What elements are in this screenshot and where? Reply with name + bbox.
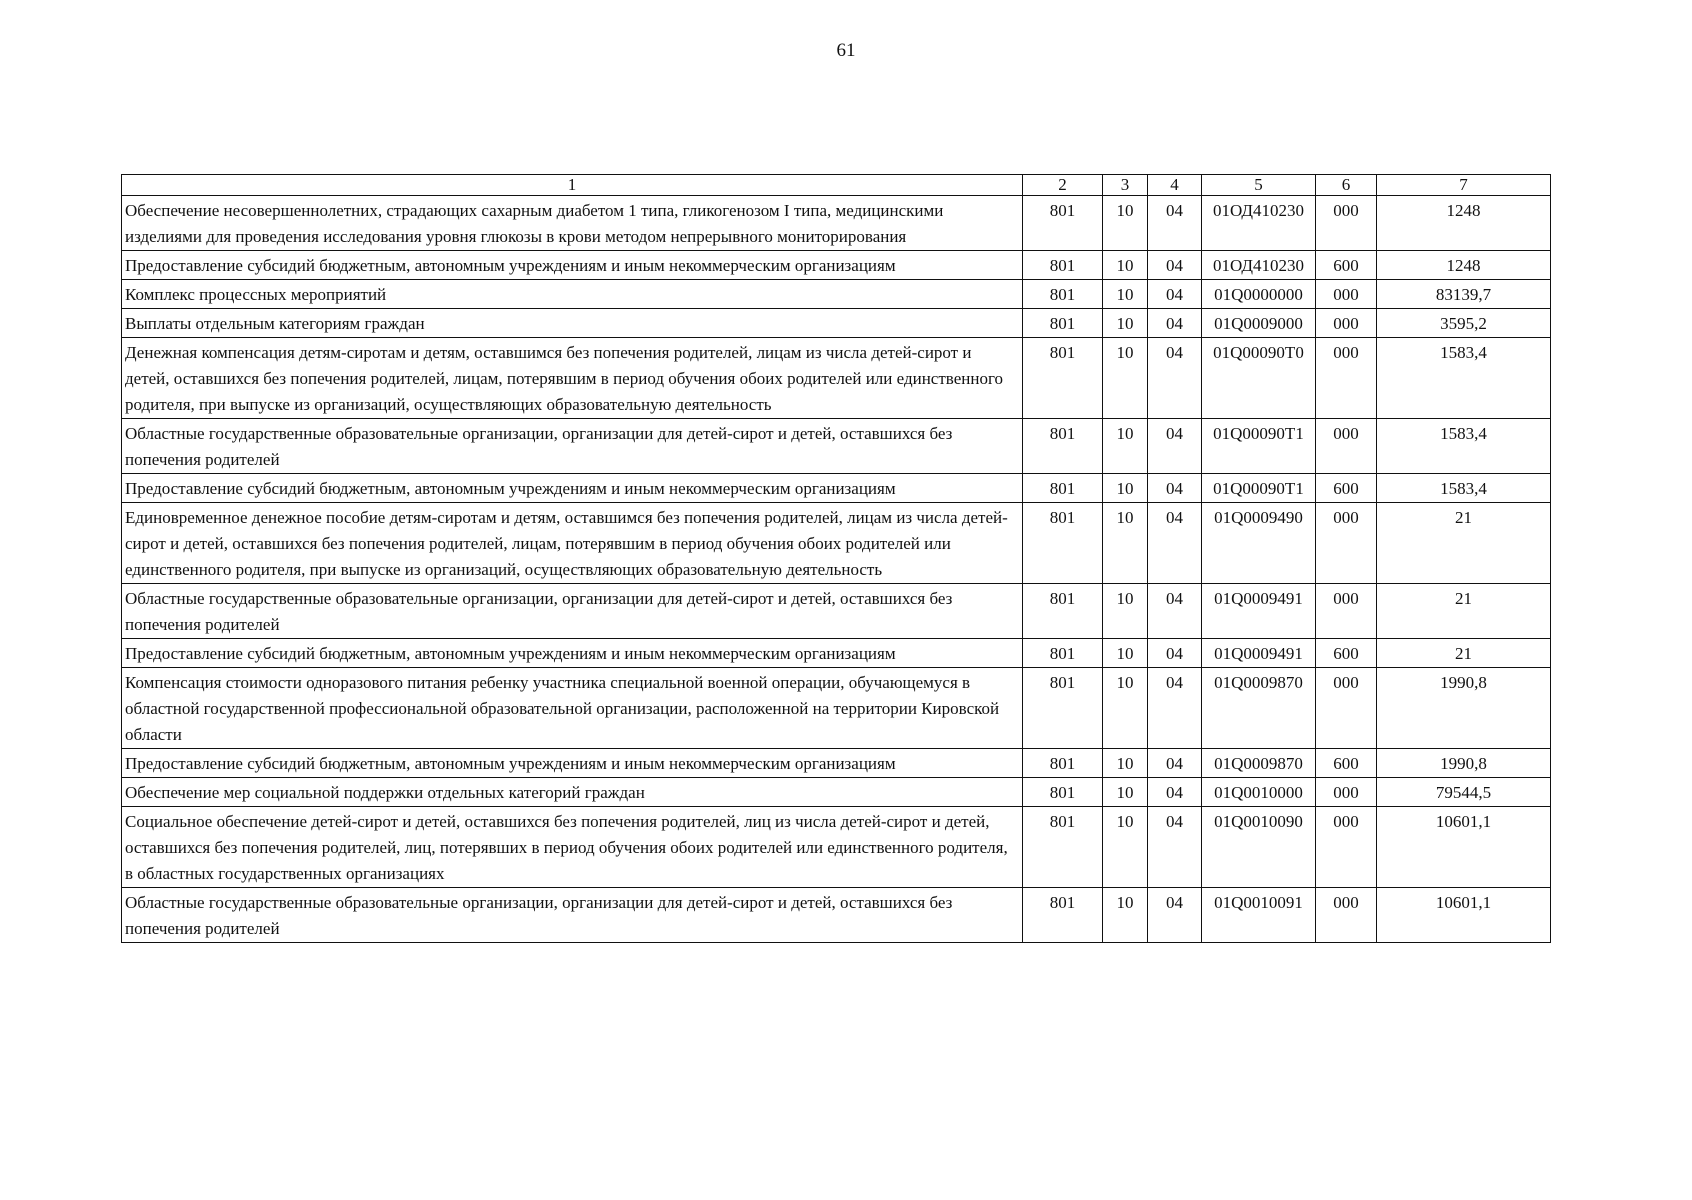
amount-cell: 21: [1377, 503, 1551, 584]
code-cell-5: 01Q0010000: [1202, 778, 1316, 807]
code-cell-6: 000: [1316, 196, 1377, 251]
code-cell-3: 10: [1103, 584, 1148, 639]
row-name-cell: Комплекс процессных мероприятий: [122, 280, 1023, 309]
code-cell-3: 10: [1103, 251, 1148, 280]
code-cell-6: 000: [1316, 503, 1377, 584]
code-cell-3: 10: [1103, 668, 1148, 749]
row-name-cell: Единовременное денежное пособие детям-сиротам и детям, оставшимся без попечения родителей, лицам из числа детей-сирот и детей, оставшихся без попечения родителей, лицам, потерявшим в период обучения обоих родителей или единственного родителя, при выпуске из организаций, осуществляющих образовательную деятельность: [122, 503, 1023, 584]
column-header-3: 3: [1103, 175, 1148, 196]
table-row: [122, 251, 1551, 280]
row-name-cell: Компенсация стоимости одноразового питания ребенку участника специальной военной операции, обучающемуся в областной государственной профессиональной образовательной организации, расположенной на территории Кировской области: [122, 668, 1023, 749]
table-row: [122, 639, 1551, 668]
row-name-cell: Социальное обеспечение детей-сирот и детей, оставшихся без попечения родителей, лиц из числа детей-сирот и детей, оставшихся без попечения родителей, лиц, потерявших в период обучения обоих родителей или единственного родителя, в областных государственных организациях: [122, 807, 1023, 888]
code-cell-2: 801: [1023, 503, 1103, 584]
column-header-5: 5: [1202, 175, 1316, 196]
amount-cell: 3595,2: [1377, 309, 1551, 338]
code-cell-4: 04: [1148, 309, 1202, 338]
code-cell-3: 10: [1103, 888, 1148, 943]
column-header-7: 7: [1377, 175, 1551, 196]
row-name-cell: Областные государственные образовательные организации, организации для детей-сирот и детей, оставшихся без попечения родителей: [122, 584, 1023, 639]
code-cell-2: 801: [1023, 749, 1103, 778]
code-cell-6: 600: [1316, 639, 1377, 668]
table-row: [122, 474, 1551, 503]
code-cell-5: 01ОД410230: [1202, 251, 1316, 280]
code-cell-4: 04: [1148, 807, 1202, 888]
code-cell-3: 10: [1103, 338, 1148, 419]
amount-cell: 10601,1: [1377, 807, 1551, 888]
amount-cell: 83139,7: [1377, 280, 1551, 309]
code-cell-4: 04: [1148, 280, 1202, 309]
table-row: [122, 778, 1551, 807]
row-name-cell: Предоставление субсидий бюджетным, автономным учреждениям и иным некоммерческим организациям: [122, 251, 1023, 280]
table-row: [122, 807, 1551, 888]
code-cell-4: 04: [1148, 251, 1202, 280]
code-cell-2: 801: [1023, 196, 1103, 251]
code-cell-4: 04: [1148, 668, 1202, 749]
code-cell-5: 01Q0010091: [1202, 888, 1316, 943]
amount-cell: 1990,8: [1377, 749, 1551, 778]
table-row: [122, 749, 1551, 778]
row-name-cell: Предоставление субсидий бюджетным, автономным учреждениям и иным некоммерческим организациям: [122, 474, 1023, 503]
code-cell-5: 01Q00090T1: [1202, 419, 1316, 474]
amount-cell: 1248: [1377, 196, 1551, 251]
code-cell-5: 01Q0009870: [1202, 668, 1316, 749]
code-cell-5: 01Q0009870: [1202, 749, 1316, 778]
column-header-2: 2: [1023, 175, 1103, 196]
code-cell-4: 04: [1148, 749, 1202, 778]
table-row: [122, 888, 1551, 943]
row-name-cell: Выплаты отдельным категориям граждан: [122, 309, 1023, 338]
table-row: [122, 338, 1551, 419]
table-row: [122, 668, 1551, 749]
code-cell-2: 801: [1023, 280, 1103, 309]
row-name-cell: Денежная компенсация детям-сиротам и детям, оставшимся без попечения родителей, лицам из числа детей-сирот и детей, оставшихся без попечения родителей, лицам, потерявшим в период обучения обоих родителей или единственного родителя, при выпуске из организаций, осуществляющих образовательную деятельность: [122, 338, 1023, 419]
table-row: [122, 584, 1551, 639]
code-cell-6: 000: [1316, 338, 1377, 419]
code-cell-4: 04: [1148, 474, 1202, 503]
code-cell-2: 801: [1023, 474, 1103, 503]
code-cell-6: 000: [1316, 280, 1377, 309]
amount-cell: 21: [1377, 584, 1551, 639]
code-cell-4: 04: [1148, 419, 1202, 474]
row-name-cell: Областные государственные образовательные организации, организации для детей-сирот и детей, оставшихся без попечения родителей: [122, 888, 1023, 943]
code-cell-4: 04: [1148, 338, 1202, 419]
row-name-cell: Предоставление субсидий бюджетным, автономным учреждениям и иным некоммерческим организациям: [122, 749, 1023, 778]
code-cell-2: 801: [1023, 338, 1103, 419]
code-cell-2: 801: [1023, 584, 1103, 639]
code-cell-4: 04: [1148, 888, 1202, 943]
code-cell-3: 10: [1103, 280, 1148, 309]
code-cell-6: 600: [1316, 251, 1377, 280]
code-cell-3: 10: [1103, 807, 1148, 888]
table-row: [122, 503, 1551, 584]
code-cell-3: 10: [1103, 474, 1148, 503]
amount-cell: 1583,4: [1377, 474, 1551, 503]
code-cell-5: 01Q0009000: [1202, 309, 1316, 338]
code-cell-2: 801: [1023, 419, 1103, 474]
code-cell-6: 000: [1316, 668, 1377, 749]
code-cell-6: 000: [1316, 807, 1377, 888]
code-cell-2: 801: [1023, 778, 1103, 807]
row-name-cell: Областные государственные образовательные организации, организации для детей-сирот и детей, оставшихся без попечения родителей: [122, 419, 1023, 474]
amount-cell: 21: [1377, 639, 1551, 668]
code-cell-4: 04: [1148, 584, 1202, 639]
header-row: [122, 175, 1551, 196]
code-cell-4: 04: [1148, 778, 1202, 807]
table-row: [122, 280, 1551, 309]
code-cell-6: 000: [1316, 584, 1377, 639]
amount-cell: 10601,1: [1377, 888, 1551, 943]
code-cell-5: 01Q00090T1: [1202, 474, 1316, 503]
column-header-1: 1: [122, 175, 1023, 196]
code-cell-2: 801: [1023, 668, 1103, 749]
row-name-cell: Обеспечение несовершеннолетних, страдающих сахарным диабетом 1 типа, гликогенозом I типа, медицинскими изделиями для проведения исследования уровня глюкозы в крови методом непрерывного мониторирования: [122, 196, 1023, 251]
code-cell-4: 04: [1148, 639, 1202, 668]
column-header-6: 6: [1316, 175, 1377, 196]
amount-cell: 79544,5: [1377, 778, 1551, 807]
row-name-cell: Предоставление субсидий бюджетным, автономным учреждениям и иным некоммерческим организациям: [122, 639, 1023, 668]
amount-cell: 1583,4: [1377, 338, 1551, 419]
code-cell-6: 000: [1316, 888, 1377, 943]
amount-cell: 1583,4: [1377, 419, 1551, 474]
code-cell-5: 01Q00090T0: [1202, 338, 1316, 419]
code-cell-5: 01ОД410230: [1202, 196, 1316, 251]
code-cell-5: 01Q0009490: [1202, 503, 1316, 584]
code-cell-6: 600: [1316, 474, 1377, 503]
code-cell-4: 04: [1148, 503, 1202, 584]
code-cell-3: 10: [1103, 503, 1148, 584]
code-cell-2: 801: [1023, 251, 1103, 280]
table-row: [122, 419, 1551, 474]
code-cell-2: 801: [1023, 888, 1103, 943]
amount-cell: 1248: [1377, 251, 1551, 280]
table-row: [122, 196, 1551, 251]
table-row: [122, 309, 1551, 338]
code-cell-5: 01Q0010090: [1202, 807, 1316, 888]
code-cell-3: 10: [1103, 419, 1148, 474]
table-body: [122, 196, 1551, 943]
code-cell-3: 10: [1103, 196, 1148, 251]
column-header-4: 4: [1148, 175, 1202, 196]
code-cell-2: 801: [1023, 807, 1103, 888]
code-cell-3: 10: [1103, 639, 1148, 668]
code-cell-5: 01Q0009491: [1202, 639, 1316, 668]
page-number: 61: [836, 40, 856, 61]
code-cell-6: 000: [1316, 778, 1377, 807]
code-cell-3: 10: [1103, 749, 1148, 778]
code-cell-2: 801: [1023, 639, 1103, 668]
code-cell-5: 01Q0009491: [1202, 584, 1316, 639]
row-name-cell: Обеспечение мер социальной поддержки отдельных категорий граждан: [122, 778, 1023, 807]
code-cell-2: 801: [1023, 309, 1103, 338]
budget-table: [121, 174, 1551, 943]
code-cell-3: 10: [1103, 778, 1148, 807]
code-cell-6: 600: [1316, 749, 1377, 778]
code-cell-6: 000: [1316, 309, 1377, 338]
code-cell-3: 10: [1103, 309, 1148, 338]
code-cell-6: 000: [1316, 419, 1377, 474]
code-cell-4: 04: [1148, 196, 1202, 251]
code-cell-5: 01Q0000000: [1202, 280, 1316, 309]
amount-cell: 1990,8: [1377, 668, 1551, 749]
